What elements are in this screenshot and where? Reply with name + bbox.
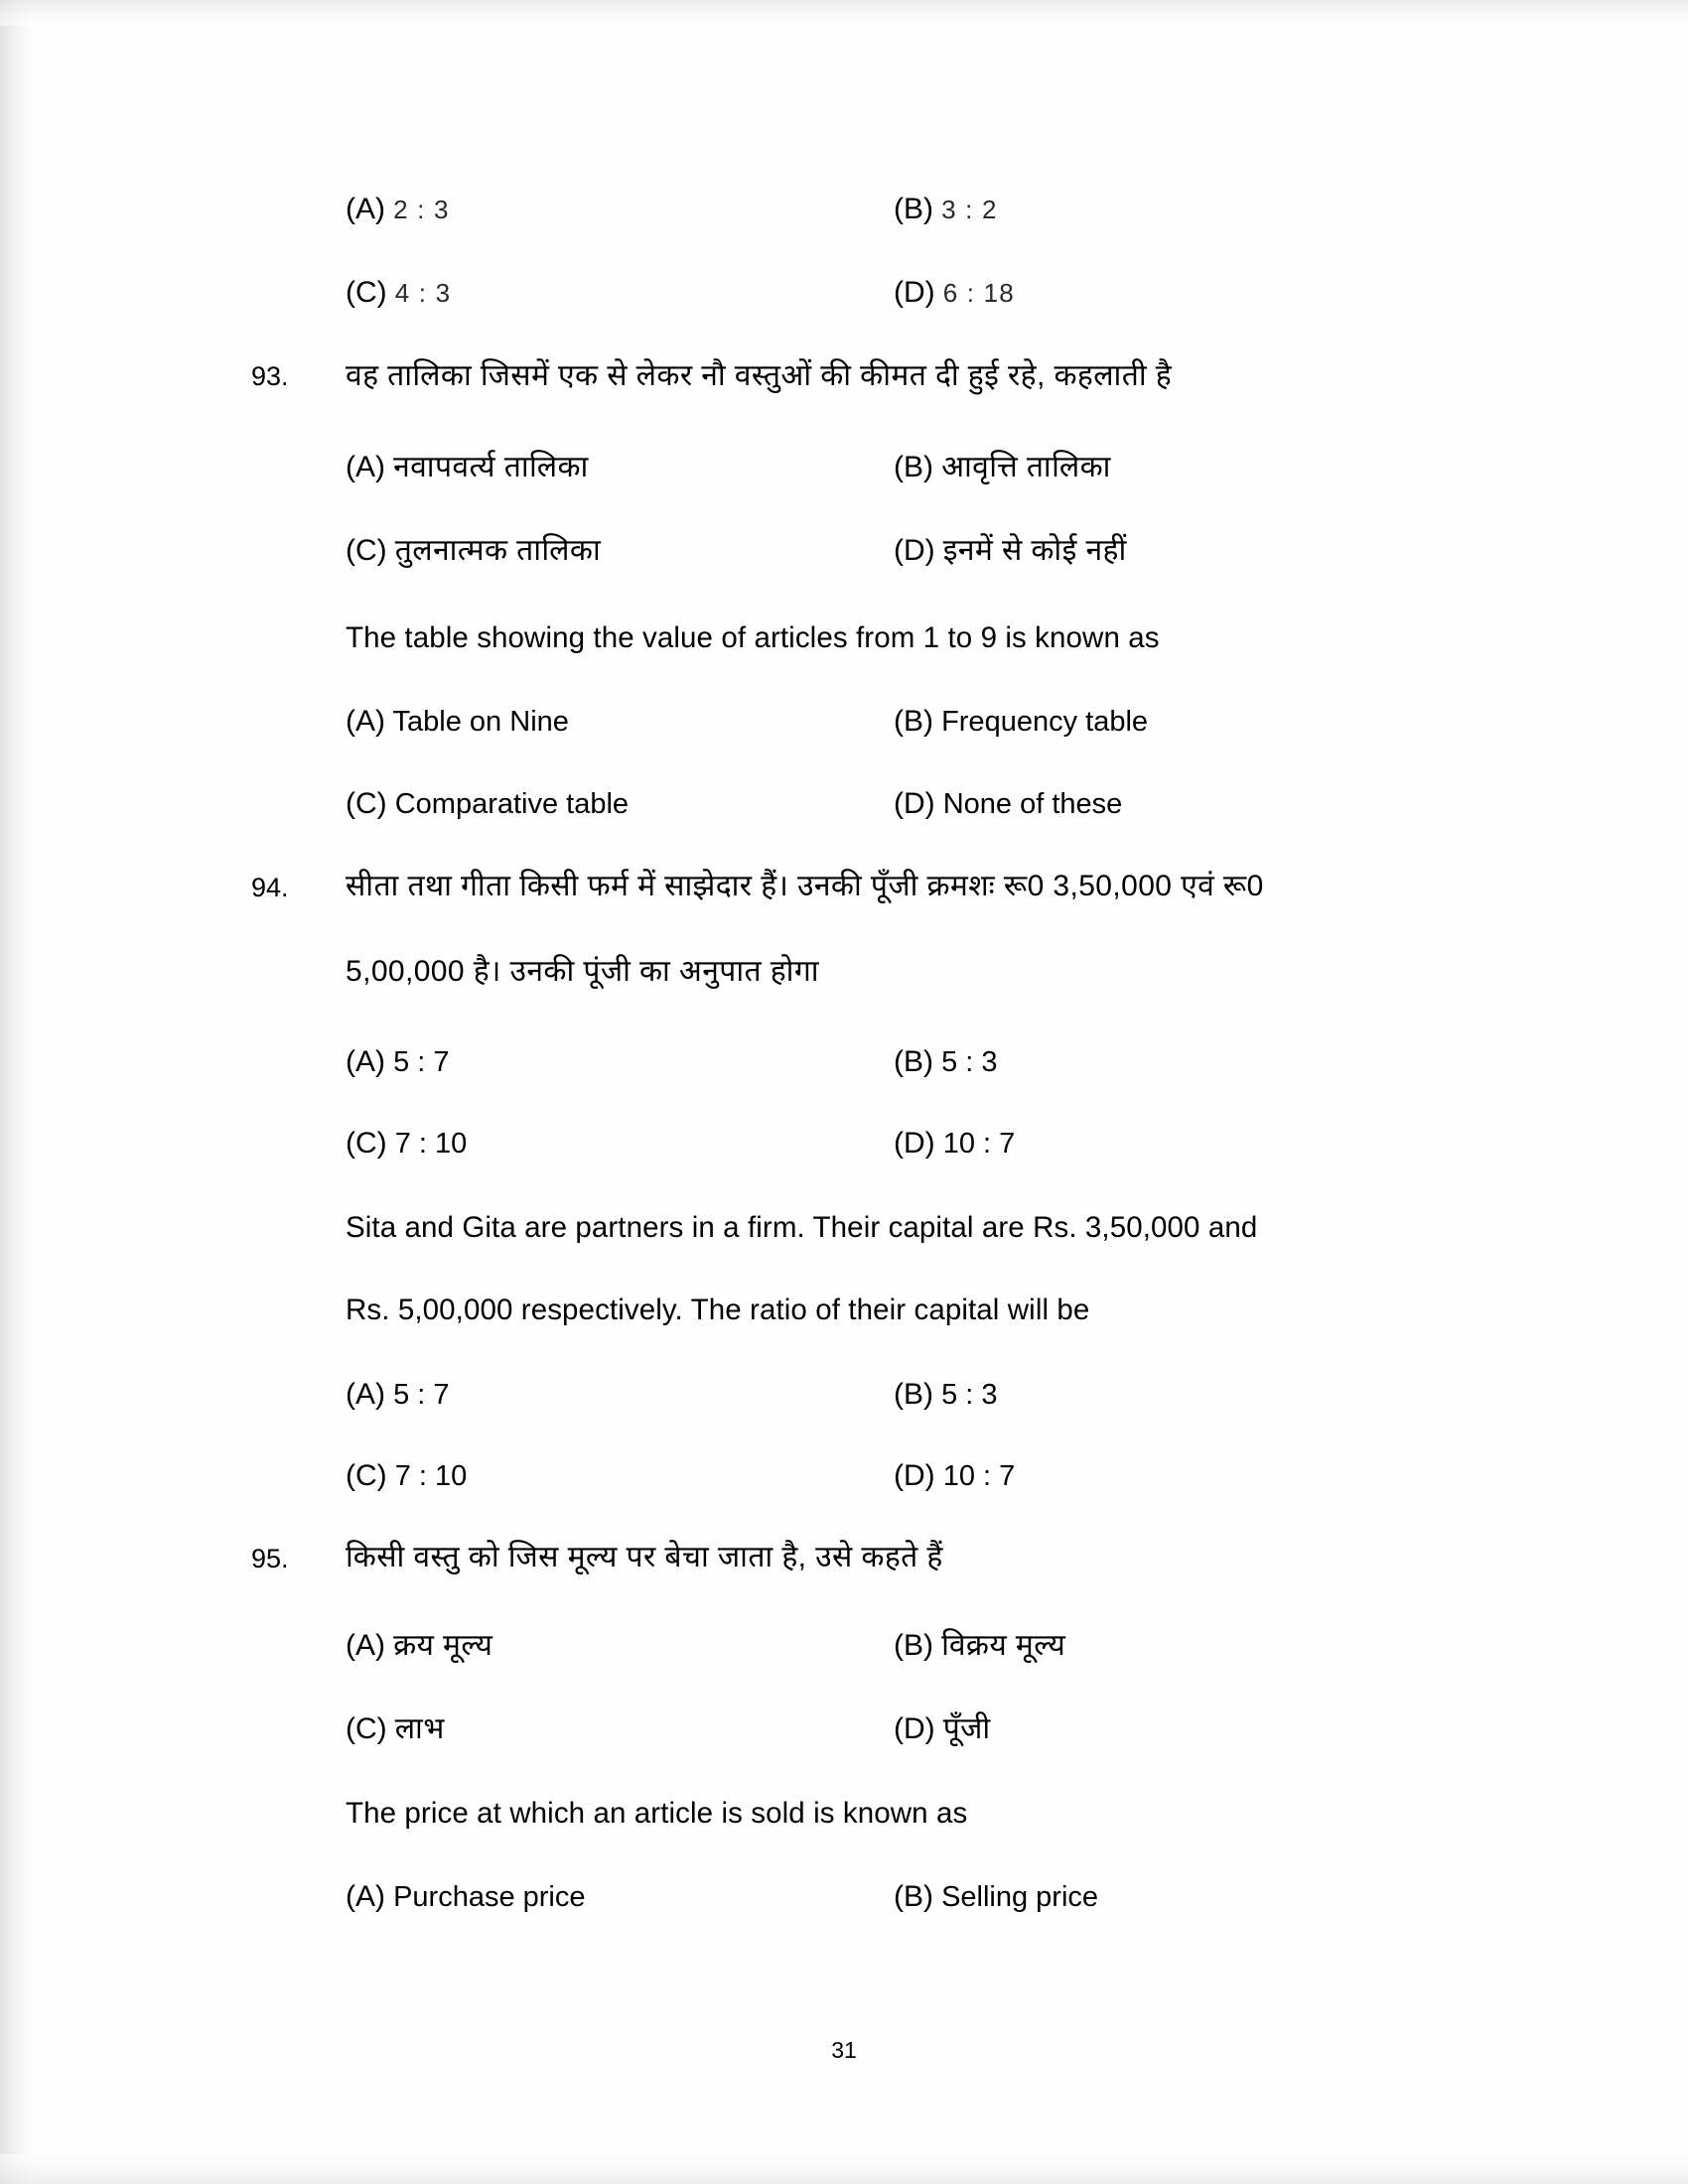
option-label: (B) [894,1045,933,1078]
question-93-hindi-option-row-ab [0,453,1688,496]
option-value: क्रय मूल्य [393,1629,493,1662]
option-label: (B) [894,1378,933,1411]
option-label: (C) [346,1127,387,1160]
option-b[interactable] [894,1882,1098,1912]
question-94-hindi-text-line2: 5,00,000 है। उनकी पूंजी का अनुपात होगा [346,955,819,988]
option-b[interactable] [894,195,998,224]
option-value: 5 : 3 [941,1046,998,1078]
question-93-hindi-text: वह तालिका जिसमें एक से लेकर नौ वस्तुओं की कीमत दी हुई रहे, कहलाती है [346,359,1173,392]
option-label: (A) [346,1629,385,1662]
option-value: लाभ [394,1712,445,1745]
option-d[interactable] [894,1461,1015,1491]
question-94-english-text-line2: Rs. 5,00,000 respectively. The ratio of their capital will be [346,1294,1090,1326]
option-a[interactable] [346,1882,586,1912]
option-label: (D) [894,1712,935,1745]
option-value: 10 : 7 [942,1460,1016,1492]
option-a[interactable] [346,195,450,224]
question-94-english-option-row-ab [0,1380,1688,1424]
option-label: (B) [894,1629,933,1662]
option-value: 10 : 7 [942,1128,1016,1160]
option-value: तुलनात्मक तालिका [394,534,602,567]
option-value: Frequency table [941,706,1149,738]
question-95-hindi-option-row-cd [0,1714,1688,1758]
option-a[interactable] [346,1631,492,1661]
question-93-english-option-row-cd [0,789,1688,833]
option-d[interactable] [894,1129,1015,1159]
option-value: 5 : 3 [941,1379,998,1411]
option-b[interactable] [894,453,1111,482]
option-value: नवापवर्त्य तालिका [393,451,589,483]
option-value: 7 : 10 [394,1128,468,1160]
question-number-95: 95. [251,1544,289,1573]
option-c[interactable] [346,1461,467,1491]
option-label: (A) [346,451,385,483]
question-number-94: 94. [251,873,289,902]
option-a[interactable] [346,1380,450,1410]
option-a[interactable] [346,453,589,482]
option-value: विक्रय मूल्य [941,1629,1066,1662]
option-label: (A) [346,1880,385,1913]
option-b[interactable] [894,1047,998,1077]
option-value: 2 : 3 [393,195,450,224]
question-94-hindi-option-row-cd [0,1129,1688,1172]
option-label: (C) [346,534,387,567]
option-label: (D) [894,787,935,820]
option-label: (B) [894,1880,933,1913]
question-93-english-text: The table showing the value of articles from 1 to 9 is known as [346,621,1160,654]
question-95-english-text: The price at which an article is sold is known as [346,1797,968,1830]
option-d[interactable] [894,278,1015,308]
option-label: (C) [346,787,387,820]
option-value: 4 : 3 [394,278,452,308]
option-value: Table on Nine [392,706,569,738]
carryover-option-row-cd [0,278,1688,322]
page-number: 31 [831,2037,857,2063]
option-label: (C) [346,1712,387,1745]
question-93-hindi-option-row-cd [0,536,1688,580]
option-label: (D) [894,1127,935,1160]
option-d[interactable] [894,1714,991,1744]
option-label: (A) [346,1378,385,1411]
option-label: (B) [894,705,933,738]
option-label: (B) [894,193,933,225]
option-b[interactable] [894,1631,1065,1661]
option-value: इनमें से कोई नहीं [942,534,1127,567]
question-95-english-option-row-ab [0,1882,1688,1926]
question-94-hindi-text-line1: सीता तथा गीता किसी फर्म में साझेदार हैं। उनकी पूँजी क्रमशः रू0 3,50,000 एवं रू0 [346,870,1264,902]
option-value: आवृत्ति तालिका [941,451,1111,483]
option-d[interactable] [894,789,1122,819]
question-94-hindi-option-row-ab [0,1047,1688,1091]
option-c[interactable] [346,278,451,308]
option-value: 5 : 7 [393,1046,450,1078]
option-c[interactable] [346,1129,467,1159]
option-value: Purchase price [393,1881,586,1913]
option-a[interactable] [346,1047,450,1077]
option-value: 6 : 18 [942,278,1015,308]
scan-edge-shadow-left [0,0,34,2184]
option-a[interactable] [346,707,569,737]
option-value: पूँजी [942,1712,991,1745]
question-94-english-option-row-cd [0,1461,1688,1505]
option-b[interactable] [894,707,1148,737]
option-value: None of these [942,788,1123,820]
option-label: (D) [894,534,935,567]
option-label: (A) [346,193,385,225]
option-d[interactable] [894,536,1127,566]
scan-edge-shadow-top [0,0,1688,26]
question-95-hindi-text: किसी वस्तु को जिस मूल्य पर बेचा जाता है, उसे कहते हैं [346,1541,943,1573]
question-number-93: 93. [251,361,289,391]
scan-edge-shadow-bottom [0,2154,1688,2184]
option-label: (D) [894,1459,935,1492]
option-b[interactable] [894,1380,998,1410]
option-label: (A) [346,705,385,738]
option-value: Comparative table [394,788,630,820]
option-label: (B) [894,451,933,483]
option-value: 7 : 10 [394,1460,468,1492]
option-label: (C) [346,276,387,309]
option-c[interactable] [346,1714,445,1744]
question-95-hindi-option-row-ab [0,1631,1688,1675]
option-label: (C) [346,1459,387,1492]
option-label: (D) [894,276,935,309]
option-c[interactable] [346,536,601,566]
carryover-option-row-ab [0,195,1688,238]
option-value: 3 : 2 [941,195,998,224]
option-value: 5 : 7 [393,1379,450,1411]
option-value: Selling price [941,1881,1099,1913]
question-94-english-text-line1: Sita and Gita are partners in a firm. Their capital are Rs. 3,50,000 and [346,1211,1258,1244]
option-c[interactable] [346,789,629,819]
option-label: (A) [346,1045,385,1078]
question-93-english-option-row-ab [0,707,1688,751]
